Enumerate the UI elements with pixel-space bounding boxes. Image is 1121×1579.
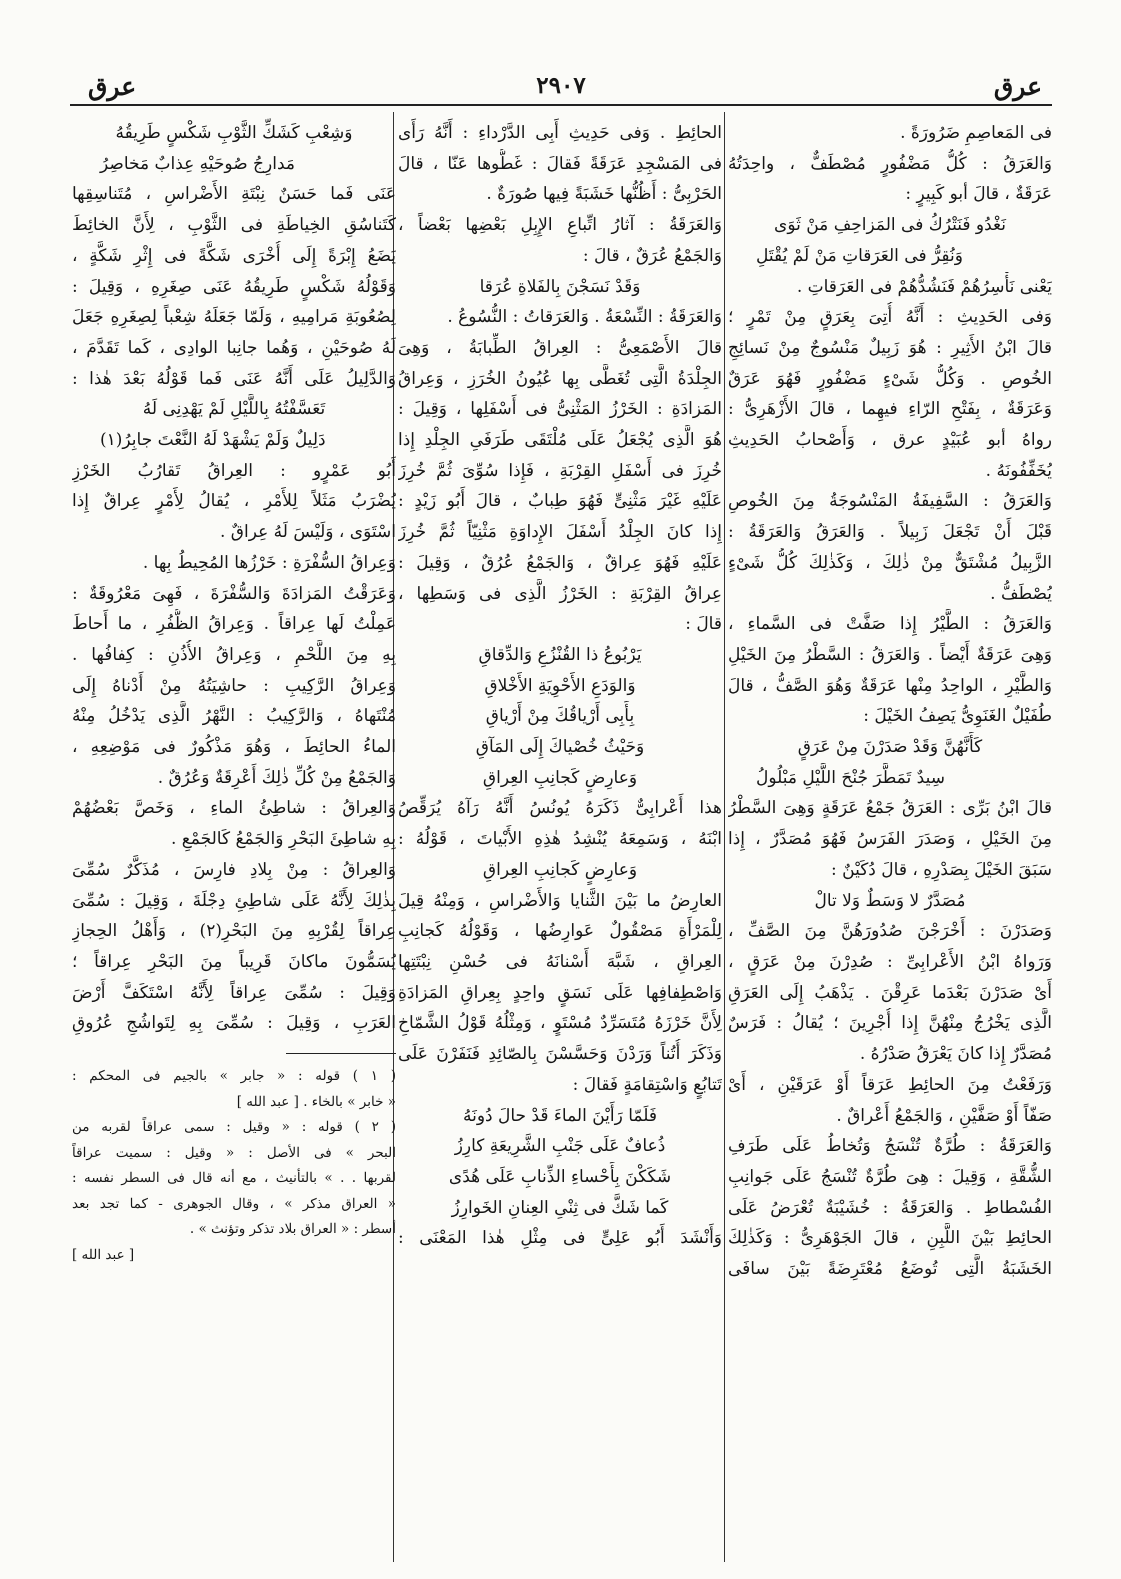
page-header xyxy=(70,72,1052,102)
text-line: هذا أَعْرابِىٌّ ذَكَرَهُ يُونُسُ أَنَّهُ رَآهُ يُرَقِّصُ xyxy=(398,798,722,819)
text-line: الحَرْبِىُّ : أَظُنُّها خَشَبَةً فِيها صُورَةٌ . xyxy=(486,184,722,205)
text-line: وَنُقِرُّ فى العَرَقاتِ مَنْ لَمْ يُقْتَلِ xyxy=(756,245,963,266)
text-line: خُرِزَ فى أَسْفَلِ القِرْبَةِ ، فَإِذا سُوِّىَ ثُمَّ خُرِزَ xyxy=(398,460,722,481)
text-line: فَلَمّا رَأَيْنَ الماءَ قَدْ حالَ دُونَهُ xyxy=(462,1105,657,1126)
text-line: وَأَنْشَدَ أَبُو عَلِىٍّ فى مِثْلِ هٰذا المَعْنَى : xyxy=(398,1228,722,1249)
text-line: وَعارِضٍ كَجانِبِ العِراقِ xyxy=(482,859,638,880)
text-line: ابْنَهُ ، وَسَمِعَهُ يُنْشِدُ هٰذِهِ الأَبْياتَ ، قَوْلُهُ : xyxy=(398,829,722,850)
text-line: اسْتَوَى ، وَلَيْسَ لَهُ عِراقٌ . xyxy=(219,522,396,543)
text-line: يُصْطَفُّ . xyxy=(990,583,1052,604)
text-line: عَلَيْهِ غَيْرَ مَثْنِىٍّ فَهُوَ طِبابٌ ، قالَ أَبُو زَيْدٍ : xyxy=(398,491,722,512)
text-line: إِذا كانَ الجِلْدُ أَسْفَلَ الإِداوَةِ مَثْنِيّاً ثُمَّ خُرِزَ xyxy=(398,522,722,543)
text-line: هُوَ الَّذِى يُجْعَلُ عَلَى مُلْتَقَى طَرَفَىِ الجِلْدِ إِذا xyxy=(398,430,722,451)
text-line: وَهِىَ عَرَقَةٌ أَيْضاً . وَالعَرَقُ : السَّطْرُ مِنَ الخَيْلِ xyxy=(728,644,1052,665)
text-line: قالَ ابْنُ الأَثِيرِ : هُوَ زَبِيلٌ مَنْسُوجٌ مِنْ نَسائِجِ xyxy=(728,337,1052,358)
text-line: يَعْنى نَأْسِرُهُمْ فَنَشُدُّهُمْ فى العَرَقاتِ . xyxy=(796,276,1052,297)
text-line: وَالجَمْعُ مِنْ كُلِّ ذٰلِكَ أَعْرِقَةٌ وَعُرُقٌ . xyxy=(157,767,396,788)
text-line: وَعارِضٍ كَجانِبِ العِراقِ xyxy=(482,767,638,788)
text-line: مَدارِجُ صُوحَيْهِ عِذابٌ مَخاصِرُ xyxy=(100,153,295,174)
text-line: وَعِراقُ السُّفْرَةِ : خَرْزُها المُحِيطُ بِها . xyxy=(142,552,396,573)
text-line: الماءُ الحائِطَ ، وَهُوَ مَذْكُورٌ فى مَوْضِعِهِ ، xyxy=(72,737,396,758)
text-line: كَأَنَّهُنَّ وَقَدْ صَدَرْنَ مِنْ عَرَقٍ xyxy=(797,737,983,758)
text-line: وَالعَرَقَةُ : طُرَّةٌ تُنْسَجُ وَتُخاطُ عَلَى طَرَفِ xyxy=(728,1136,1052,1157)
text-line: مِنَ الخَيْلِ ، وَصَدَرَ الفَرَسُ فَهُوَ مُصَدَّرٌ ، إِذا xyxy=(728,829,1052,850)
footnote-line: [ عبد الله ] xyxy=(72,1246,135,1263)
text-line: سِيدٌ تَمَطَّرَ جُنْحَ اللَّيْلِ مَبْلُولُ xyxy=(756,767,945,788)
text-line: الشُّقَّةِ ، وَقِيلَ : هِىَ طُرَّةٌ تُنْسَجُ عَلَى جَوانِبِ xyxy=(728,1166,1052,1187)
text-line: وَرَواهُ ابْنُ الأَعْرابِىِّ : صُدِرْنَ مِنْ عَرَقٍ ، xyxy=(728,951,1052,972)
text-line: لِأَنَّ خَرْزَهُ مُتَسَرِّدٌ مُسْتَوٍ ، وَمِثْلُهُ قَوْلُ الشَّمّاخِ xyxy=(398,1013,722,1034)
text-line: العِراقِ ، شَبَّهَ أَسْنانَهُ فى حُسْنِ نِبْتَتِها xyxy=(398,951,722,972)
text-line: وَالعَرَقُ : الطَّيْرُ إِذا صَفَّتْ فى السَّماءِ ، xyxy=(728,614,1052,635)
text-line: وَالعَرَقُ : السَّفِيفَةُ المَنْسُوجَةُ مِنَ الخُوصِ xyxy=(728,491,1052,512)
footnote-line: ( ٢ ) قوله : « وقيل : سمى عراقاً لقربه من xyxy=(72,1119,396,1136)
text-line: وَالعِراقُ : مِنْ بِلادِ فارِسَ ، مُذَكَّرٌ سُمِّىَ xyxy=(72,859,396,880)
text-line: أَىْ صَدَرْنَ بَعْدَما عَرِقْنَ . يَذْهَبُ إِلَى العَرَقِ xyxy=(728,982,1052,1003)
column-right xyxy=(728,118,1052,1285)
text-line: بِأَبِى أَرْياقُكَ مِنْ أَرْياقِ xyxy=(485,706,635,727)
text-line: الخُوصِ . وَكُلُّ شَىْءٍ مَضْفُورٍ فَهُوَ عَرَقٌ xyxy=(728,368,1052,389)
text-line: وَذَكَرَ أُتُناً وَرَدْنَ وَحَسَّسْنَ بِالصّائِدِ فَنَفَرْنَ عَلَى xyxy=(398,1044,722,1065)
text-line: قَبْلَ أَنْ تَجْعَلَ زَبِيلاً . وَالعَرَقُ وَالعَرَقَةُ : xyxy=(728,522,1052,543)
text-line: المَزادَةِ : الخَرْزُ المَثْنِىُّ فى أَسْفَلِها ، وَقِيلَ : xyxy=(398,399,722,420)
text-line: بِهِ شاطِئَ البَحْرِ وَالجَمْعُ كَالجَمْعِ . xyxy=(170,829,396,850)
footnote-line: « العراق مذكر » ، وقال الجوهرى - كما تجد بعد xyxy=(72,1195,396,1212)
text-line: وَالوَدَعِ الأَحْوِيَةِ الأَخْلاقِ xyxy=(484,675,636,696)
text-line: تَعَسَّفْتُهُ بِاللَّيْلِ لَمْ يَهْدِنِى لَهُ xyxy=(142,399,326,420)
footnote-line: أسطر : « العراق بلاد تذكر وتؤنث » . xyxy=(189,1221,396,1238)
text-line: العَرَبِ ، وَقِيلَ : سُمِّىَ بِهِ لِتَواشُجِ عُرُوقِ xyxy=(72,1013,396,1034)
text-line: أَبُو عَمْرٍو : العِراقُ تَقارُبُ الخَرْزِ xyxy=(72,460,396,481)
text-line: عِراقاً لِقُرْبِهِ مِنَ البَحْرِ(٢) ، وَأَهْلُ الحِجازِ xyxy=(72,921,396,942)
text-line: عَرَقَةٌ ، قالَ أبو كَبِيرٍ : xyxy=(905,184,1052,205)
text-line: وَالدَّلِيلُ عَلَى أَنَّهُ عَنَى فَما قَوْلُهُ بَعْدَ هٰذا : xyxy=(72,368,396,389)
text-line: مُنْتَهاهُ ، وَالرَّكِيبُ : النَّهْرُ الَّذِى يَدْخُلُ مِنْهُ xyxy=(72,706,396,727)
footnote-line: « خابر » بالخاء . [ عبد الله ] xyxy=(236,1093,396,1110)
text-line: صَفّاً أَوْ صَفَّيْنِ ، وَالجَمْعُ أَعْراقٌ . xyxy=(836,1105,1052,1126)
text-line: العارِضُ ما بَيْنَ الثَّنايا وَالأَضْراسِ ، وَمِنْهُ قِيلَ xyxy=(398,890,722,911)
text-line: وَالطَّيْرِ ، الواحِدُ مِنْها عَرَقَةٌ وَهُوَ الصَّفُّ ، قالَ xyxy=(728,675,1052,696)
text-line: بِهِ مِنَ اللَّحْمِ ، وَعِراقُ الأُذُنِ : كِفافُها . xyxy=(72,644,396,665)
header-rule xyxy=(70,104,1052,106)
text-line: لِلْمَرْأَةِ مَصْقُولٌ عَوارِضُها ، وَقَوْلُهُ كَجانِبِ xyxy=(398,921,722,942)
text-line: وَالعِراقُ : شاطِئُ الماءِ ، وَخَصَّ بَعْضُهُمْ xyxy=(72,798,396,819)
page-number: ٢٩٠٧ xyxy=(536,72,586,99)
column-middle xyxy=(398,118,722,1254)
text-line: لِصُعُوبَةِ مَرامِيهِ ، وَلَمّا جَعَلَهُ شِعْباً لِصِغَرِهِ جَعَلَ xyxy=(72,307,396,328)
text-line: وَعَرَقَةٌ ، بِفَتْحِ الرّاءِ فيهِما ، قالَ الأَزْهَرِىُّ : xyxy=(728,399,1052,420)
text-line: الَّذِى يَخْرُجُ مِنْهُنَّ إِذا أُجْرِينَ ؛ يُقالُ : فَرَسٌ xyxy=(728,1013,1052,1034)
footnote-line: ( ١ ) قوله : « جابر » بالجيم فى المحكم : xyxy=(72,1068,396,1085)
text-line: لَهُ صُوحَيْنِ ، وَهُما جانِبا الوادِى ، كَما تَقَدَّمَ ، xyxy=(72,337,396,358)
text-line: نَغْدُو فَنَتْرُكُ فى المَزاحِفِ مَنْ ثَوَى xyxy=(774,215,1006,236)
text-line: وَشِعْبِ كَشَكِّ الثَّوْبِ شَكْسٍ طَرِيقُهُ xyxy=(115,123,353,143)
footnotes xyxy=(72,1064,396,1268)
text-line: بِذٰلِكَ لِأَنَّهُ عَلَى شاطِئِ دِجْلَةَ ، وَقِيلَ : سُمِّىَ xyxy=(72,890,396,911)
text-line: عِراقُ القِرْبَةِ : الخَرْزُ الَّذِى فى وَسَطِها ، xyxy=(398,583,722,604)
text-line: وَالعَرَقَةُ : آثارُ اتِّباعِ الإِبِلِ بَعْضِها بَعْضاً ، xyxy=(398,215,722,236)
text-line: وَالعَرَقَةُ : النِّسْعَةُ . وَالعَرَقاتُ : النُّسُوعُ . xyxy=(447,307,722,328)
text-line: يَرْبُوعُ ذا القُنْزُعِ وَالدِّقاقِ xyxy=(478,644,642,665)
text-line: وَفى الحَدِيثِ : أَنَّهُ أُتِىَ بِعَرَقٍ مِنْ تَمْرٍ ؛ xyxy=(728,307,1052,328)
text-line: رواهُ أبو عُبَيْدٍ عرق ، وَأَصْحابُ الحَدِيثِ xyxy=(728,430,1052,451)
text-line: يُخَفِّفُونَهُ . xyxy=(985,460,1052,481)
text-line: عَنَى فَما حَسَنٌ نِبْتَةِ الأَضْراسِ ، مُتَناسِقِها xyxy=(72,184,396,205)
text-line: فى المَسْجِدِ عَرَقَةً فَقالَ : غَطُّوها عَنّا ، قالَ xyxy=(398,153,722,174)
text-line: وَاصْطِفافِها عَلَى نَسَقٍ واحِدٍ بِعِراقِ المَزادَةِ xyxy=(398,982,722,1003)
text-line: طُفَيْلٌ الغَنَوِىُّ يَصِفُ الخَيْلَ : xyxy=(863,706,1052,727)
text-line: قالَ : xyxy=(685,614,722,635)
text-line: الجِلْدَةُ الَّتِى تُغَطَّى بِها عُيُونُ الخُرَزِ ، وَعِراقُ xyxy=(398,368,722,389)
column-left xyxy=(72,118,396,1268)
footnote-line: لقربها . . » بالتأنيث ، مع أنه قال فى السطر نفسه : xyxy=(72,1170,396,1187)
text-line: كَتَناسُقِ الخِياطَةِ فى الثَّوْبِ ، لِأَنَّ الخائِطَ xyxy=(72,215,396,236)
text-line: وَالعَرَقُ : كُلُّ مَضْفُورٍ مُصْطَفٌّ ، واحِدَتُهُ xyxy=(728,153,1052,174)
text-line: عَمِلْتُ لَها عِراقاً . وَعِراقُ الظُّفُرِ ، ما أَحاطَ xyxy=(72,614,396,635)
text-line: وَقَدْ نَسَجْنَ بِالفَلاةِ عُرَقا xyxy=(479,276,641,297)
text-line: وَالجَمْعُ عُرَقٌ ، قالَ : xyxy=(582,245,722,266)
text-line: قالَ الأَصْمَعِىُّ : العِراقُ الطِّبابَةُ ، وَهِىَ xyxy=(398,337,722,358)
text-line: عَلَيْهِ فَهُوَ عِراقٌ ، وَالجَمْعُ عُرُقٌ ، وَقِيلَ : xyxy=(398,552,722,573)
text-line: سَبَقَ الخَيْلَ بِصَدْرِهِ ، قالَ دُكَيْنٌ : xyxy=(831,859,1052,880)
column-divider xyxy=(724,112,725,1562)
text-line: وَرَفَعْتُ مِنَ الحائِطِ عَرَقاً أَوْ عَرَقَيْنِ ، أَىْ xyxy=(728,1074,1052,1095)
text-line: قالَ ابْنُ بَرِّى : العَرَقُ جَمْعُ عَرَقَةٍ وَهِىَ السَّطْرُ xyxy=(728,798,1052,819)
header-right-word: عرق xyxy=(993,72,1042,101)
text-line: مُصَدَّرٌ لا وَسَطٌ وَلا تالْ xyxy=(814,890,966,911)
footnote-line: البحر » فى الأصل : « وقيل : سميت عراقاً xyxy=(72,1144,396,1161)
footnote-rule xyxy=(286,1053,396,1054)
column-left-body xyxy=(72,118,396,1039)
text-line: يَضَعُ إِبْرَةً إِلَى أُخْرَى شَكَّةً فى إِثْرِ شَكَّةٍ ، xyxy=(72,245,396,266)
text-line: مُصَدَّرٌ إِذا كانَ يَعْرَقُ صَدْرُهُ . xyxy=(859,1044,1052,1065)
text-line: يُضْرَبُ مَثَلاً لِلأَمْرِ ، يُقالُ لِأَمْرٍ عِراقٌ إِذا xyxy=(72,491,396,512)
text-line: وَقَوْلُهُ شَكْسٍ طَرِيقُهُ عَنَى صِغَرِهِ ، وَقِيلَ : xyxy=(72,276,396,297)
text-line: الخَشَبَةُ الَّتِى تُوضَعُ مُعْتَرِضَةً بَيْنَ سافَى xyxy=(728,1259,1052,1280)
text-line: الحائِطِ . وَفى حَدِيثِ أَبِى الدَّرْداءِ : أَنَّهُ رَأَى xyxy=(398,123,722,143)
text-line: وَصَدَرْنَ : أَخْرَجْنَ صُدُورَهُنَّ مِنَ الصَّفِّ ، xyxy=(728,921,1052,942)
text-line: دَلِيلٌ وَلَمْ يَشْهَدْ لَهُ النَّعْتَ جابِرُ(١) xyxy=(100,430,326,451)
text-line: يُسَمُّونَ ماكانَ قَرِيباً مِنَ البَحْرِ عِراقاً ؛ xyxy=(72,951,396,972)
text-line: الزَّبِيلُ مُشْتَقٌّ مِنْ ذٰلِكَ ، وَكَذٰلِكَ كُلُّ شَىْءٍ xyxy=(728,552,1052,573)
text-line: وَعَرَقْتُ المَزادَةَ وَالسُّفْرَةَ ، فَهِىَ مَعْرُوقَةٌ : xyxy=(72,583,396,604)
text-line: ذُعافٌ عَلَى جَنْبِ الشَّرِيعَةِ كارِزُ xyxy=(454,1136,666,1157)
text-line: فى المَعاصِمِ ضَرُورَةً . xyxy=(900,123,1052,143)
text-line: كَما شَكَّ فى ثِنْىِ العِنانِ الخَوارِزُ xyxy=(451,1197,669,1218)
text-line: تَتابُعٍ وَاسْتِقامَةٍ فَقالَ : xyxy=(572,1074,722,1095)
text-line: شَكَكْنَ بِأَحْساءِ الذِّنابِ عَلَى هُدًى xyxy=(448,1166,672,1187)
text-line: وَقِيلَ : سُمِّىَ عِراقاً لِأَنَّهُ اسْتَكَفَّ أَرْضَ xyxy=(72,982,396,1003)
text-line: الفُسْطاطِ . وَالعَرَقَةُ : خُشَيْبَةٌ تُعْرَضُ عَلَى xyxy=(728,1197,1052,1218)
text-line: وَحَيْثُ خُصْياكَ إِلَى المَآقِ xyxy=(475,737,645,758)
header-left-word: عرق xyxy=(88,72,137,101)
text-line: وَعِراقُ الرَّكِيبِ : حاشِيَتُهُ مِنْ أَدْناهُ إِلَى xyxy=(72,675,396,696)
text-line: الحائِطِ بَيْنَ اللَّبِنِ ، قالَ الجَوْهَرِىُّ : وَكَذٰلِكَ xyxy=(728,1228,1052,1249)
